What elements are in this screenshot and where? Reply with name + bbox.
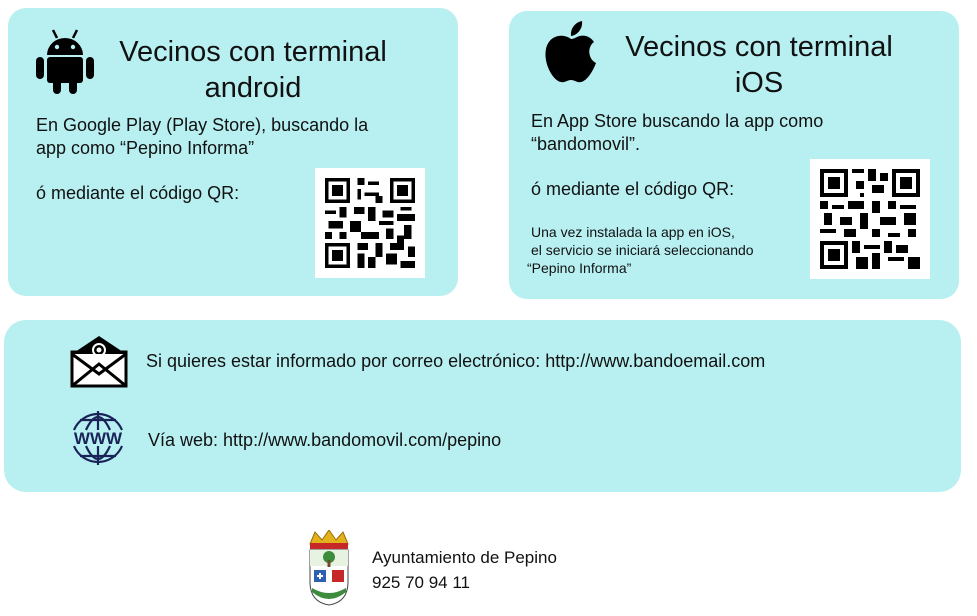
ios-title-line2: iOS	[734, 67, 784, 99]
ios-qr-label: ó mediante el código QR:	[531, 179, 735, 199]
ios-qr-code[interactable]	[810, 159, 930, 279]
apple-icon	[543, 19, 599, 85]
ios-text-line2: “bandomovil”.	[531, 134, 641, 154]
ios-text-line1: En App Store buscando la app como	[531, 111, 824, 131]
android-text-line1: En Google Play (Play Store), buscando la	[36, 115, 369, 135]
www-globe-icon	[66, 408, 130, 468]
android-panel	[8, 8, 458, 296]
org-name: Ayuntamiento de Pepino	[372, 548, 557, 567]
android-qr-code[interactable]	[315, 168, 425, 278]
contact-panel	[4, 320, 961, 492]
svg-text:WWW: WWW	[73, 429, 123, 448]
ios-title-line1: Vecinos con terminal	[625, 31, 893, 63]
web-text[interactable]: Vía web: http://www.bandomovil.com/pepino	[148, 430, 502, 450]
org-phone: 925 70 94 11	[372, 573, 470, 592]
android-title-line2: android	[204, 72, 302, 104]
ios-note-line2: el servicio se iniciará seleccionando	[531, 242, 754, 258]
email-text[interactable]: Si quieres estar informado por correo electrónico: http://www.bandoemail.com	[146, 351, 766, 371]
ios-note-line1: Una vez instalada la app en iOS,	[531, 224, 735, 240]
android-robot-icon	[36, 28, 94, 94]
android-title-line1: Vecinos con terminal	[119, 36, 387, 68]
android-text-line2: app como “Pepino Informa”	[36, 138, 255, 158]
ios-panel	[509, 11, 959, 299]
ios-note-line3: “Pepino Informa”	[527, 260, 632, 276]
android-qr-label: ó mediante el código QR:	[36, 183, 240, 203]
coat-of-arms-icon	[306, 530, 352, 606]
email-icon	[70, 334, 128, 388]
